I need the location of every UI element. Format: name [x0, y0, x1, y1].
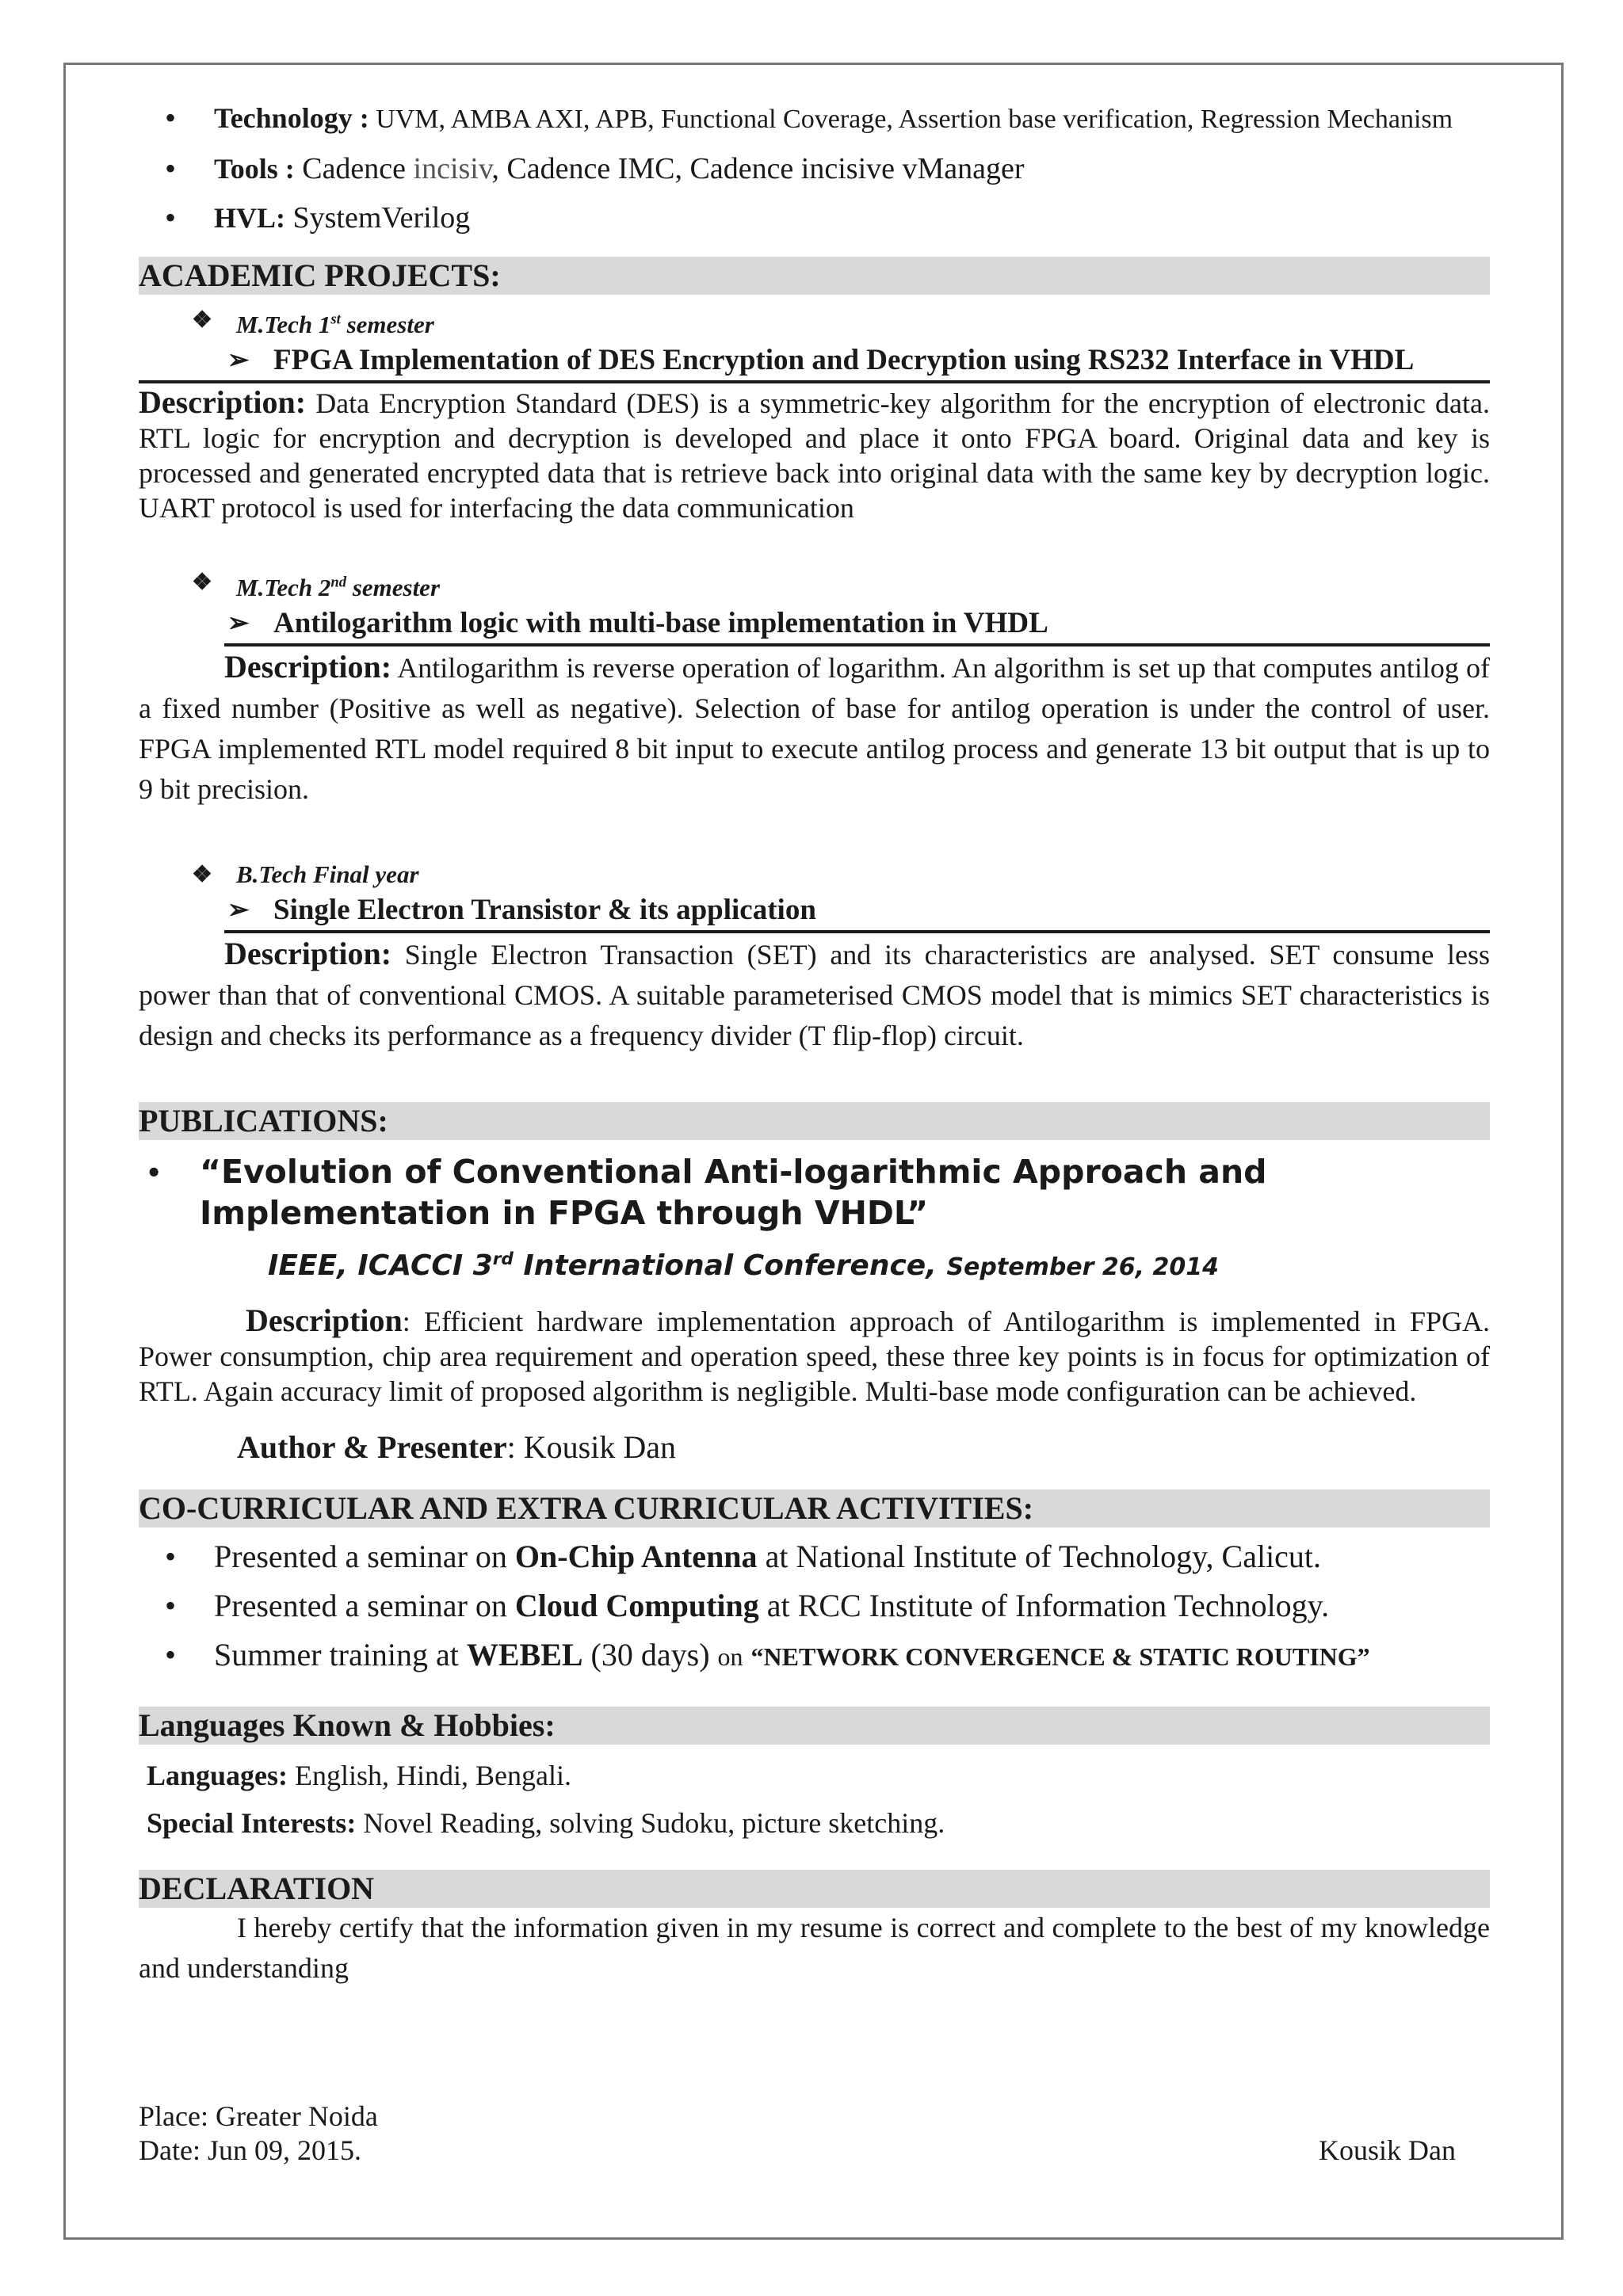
project-description: Description: Antilogarithm is reverse operation of logarithm. An algorithm is set up that computes antilog of a fixed number (Positive as well as negative). Selection of base for antilog operation is under the control of user. FPGA implemented RTL model required 8 bit input to execute antilog process and generate 13 bit output that is up to 9 bit precision. — [139, 648, 1490, 805]
arrow-bullet-icon: ➢ — [227, 895, 250, 925]
divider — [139, 380, 1490, 383]
declaration-text: I hereby certify that the information given in my resume is correct and complete to the best of my knowledge and understanding — [139, 1911, 1490, 1984]
bullet-icon: • — [165, 1587, 177, 1623]
skill-technology: • Technology : UVM, AMBA AXI, APB, Functional Coverage, Assertion base verification, Regression Mechanism — [139, 93, 1490, 144]
signature-name: Kousik Dan — [1319, 2134, 1456, 2166]
bullet-icon: • — [165, 200, 177, 235]
activity-item: • Summer training at WEBEL (30 days) on “NETWORK CONVERGENCE & STATIC ROUTING” — [139, 1630, 1490, 1681]
bullet-icon: • — [148, 1153, 160, 1190]
diamond-bullet-icon: ❖ — [192, 861, 212, 887]
academic-heading: ACADEMIC PROJECTS: — [139, 257, 1490, 295]
project-semester: ❖ M.Tech 2nd semester — [139, 566, 1490, 603]
activity-item: • Presented a seminar on On-Chip Antenna at National Institute of Technology, Calicut. — [139, 1532, 1490, 1581]
resume-body — [139, 93, 1490, 1989]
diamond-bullet-icon: ❖ — [192, 570, 212, 596]
diamond-bullet-icon: ❖ — [192, 307, 212, 333]
project-semester: ❖ M.Tech 1st semester — [139, 304, 1490, 341]
project-title: ➢ Antilogarithm logic with multi-base implementation in VHDL — [139, 604, 1490, 643]
languages-line: Languages: English, Hindi, Bengali. — [147, 1759, 572, 1791]
interests-line: Special Interests: Novel Reading, solving Sudoku, picture sketching. — [147, 1806, 945, 1839]
project-title: ➢ FPGA Implementation of DES Encryption and Decryption using RS232 Interface in VHDL — [139, 341, 1490, 380]
publication-title: • “Evolution of Conventional Anti-logarithmic Approach and Implementation in FPGA through VHDL” — [148, 1152, 1267, 1232]
publication-description: Description: Efficient hardware implementation approach of Antilogarithm is implemented in FPGA. Power consumption, chip area requirement and operation speed, these three key points is in focus for optimization of RTL. Again accuracy limit of proposed algorithm is negligible. Multi-base mode configuration can be achieved. — [139, 1302, 1490, 1407]
arrow-bullet-icon: ➢ — [227, 346, 250, 376]
project-description: Description: Data Encryption Standard (DES) is a symmetric-key algorithm for the encryption of electronic data. RTL logic for encryption and decryption is developed and place it onto FPGA board. Original data and key is processed and generated encrypted data that is retrieve back into original data with the same key by decryption logic. UART protocol is used for interfacing the data communication — [139, 384, 1491, 524]
activity-item: • Presented a seminar on Cloud Computing at RCC Institute of Information Technology. — [139, 1581, 1490, 1630]
project-semester: ❖ B.Tech Final year — [139, 859, 1490, 891]
footer-date: Date: Jun 09, 2015. — [139, 2134, 361, 2166]
skill-hvl: • HVL: SystemVerilog — [139, 193, 1490, 242]
languages-heading: Languages Known & Hobbies: — [139, 1707, 1490, 1745]
footer-place-date — [139, 2100, 378, 2168]
publication-conference: IEEE, ICACCI 3rd International Conference, September 26, 2014 — [268, 1249, 1219, 1282]
footer-place: Place: Greater Noida — [139, 2100, 378, 2132]
declaration-heading: DECLARATION — [139, 1870, 1490, 1908]
skill-tools: • Tools : Cadence incisiv, Cadence IMC, Cadence incisive vManager — [139, 144, 1490, 193]
publication-author: Author & Presenter: Kousik Dan — [237, 1428, 676, 1465]
bullet-icon: • — [165, 151, 177, 186]
project-title: ➢ Single Electron Transistor & its application — [139, 891, 1490, 930]
activities-heading: CO-CURRICULAR AND EXTRA CURRICULAR ACTIVITIES: — [139, 1489, 1490, 1527]
bullet-icon: • — [165, 1636, 177, 1672]
arrow-bullet-icon: ➢ — [227, 608, 250, 638]
bullet-icon: • — [165, 1538, 177, 1574]
bullet-icon: • — [165, 100, 177, 135]
project-description: Description: Single Electron Transaction (SET) and its characteristics are analysed. SET consume less power than that of conventional CMOS. A suitable parameterised CMOS model that is mimics SET characteristics is design and checks its performance as a frequency divider (T flip-flop) circuit. — [139, 935, 1491, 1051]
publications-heading: PUBLICATIONS: — [139, 1102, 1490, 1140]
